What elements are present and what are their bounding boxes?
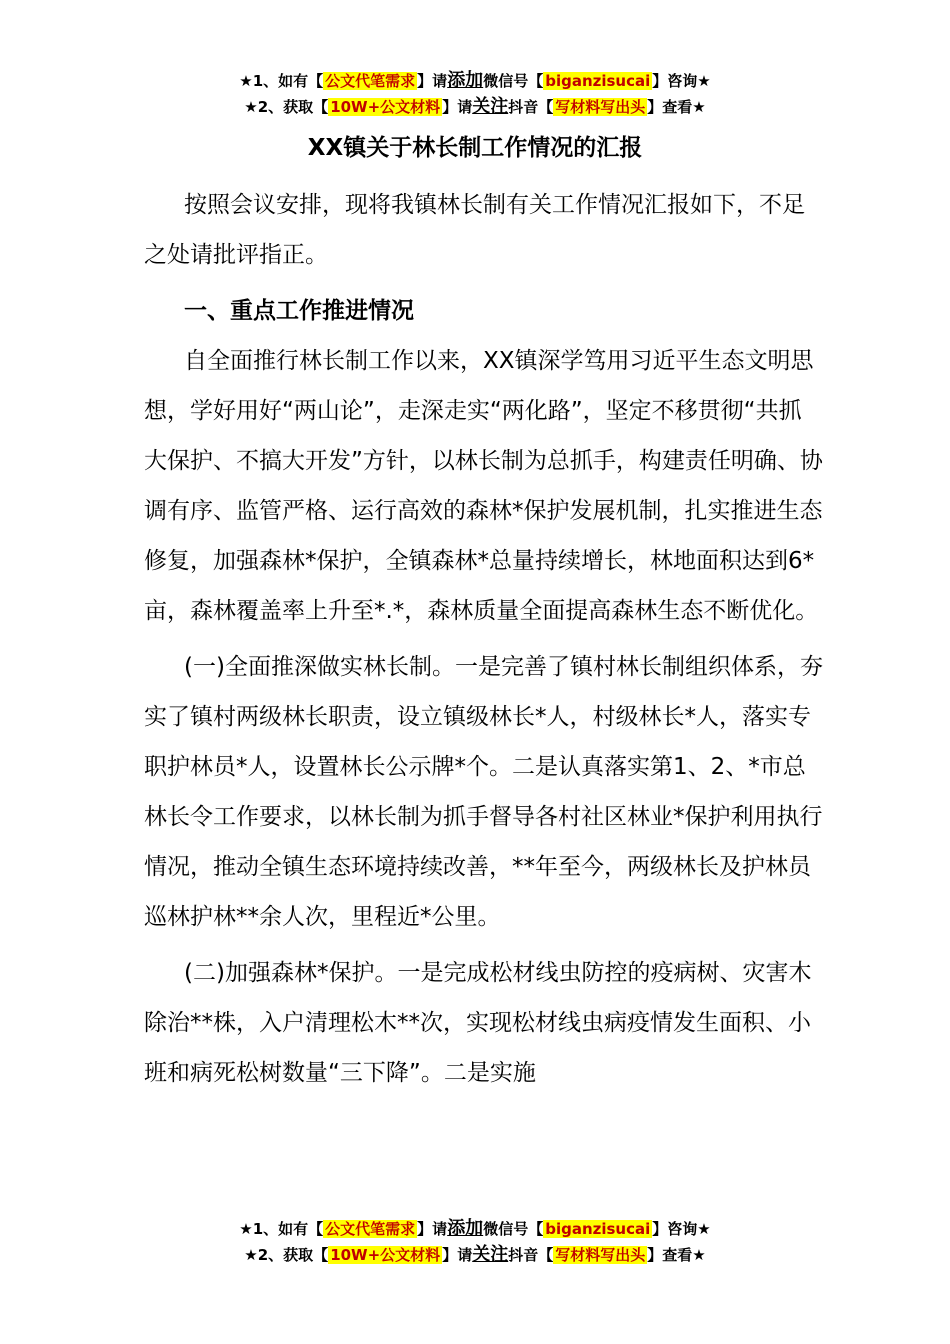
promo-text: 】请	[442, 98, 473, 116]
promo-highlight: 公文代笔需求	[325, 1220, 416, 1238]
body-paragraph: 自全面推行林长制工作以来，XX镇深学笃用习近平生态文明思想，学好用好“两山论”，走深走实“两化路”，坚定不移贯彻“共抓大保护、不搞大开发”方针，以林长制为总抓手，构建责任明确、协调有序、监管严格、运行高效的森林*保护发展机制，扎实推进生态修复，加强森林*保护，全镇森林*总量持续增长，林地面积达到6*亩，森林覆盖率上升至*.*，森林质量全面提高森林生态不断优化。	[144, 348, 823, 624]
promo-highlight: 10W+公文材料	[330, 98, 441, 116]
promo-highlight: 写材料写出头	[555, 1246, 646, 1264]
document-body	[144, 180, 824, 1098]
promo-line-2	[0, 1242, 950, 1268]
promo-banner-bottom	[0, 1216, 950, 1268]
promo-line-2	[0, 94, 950, 120]
promo-text: ★2、获取【	[244, 98, 329, 116]
promo-highlight: biganzisucai	[545, 72, 651, 90]
promo-line-1	[0, 68, 950, 94]
promo-text: ★2、获取【	[244, 1246, 329, 1264]
promo-emphasis: 添加	[447, 1218, 484, 1239]
promo-text: ★1、如有【	[239, 72, 324, 90]
promo-text: 】咨询★	[652, 1220, 711, 1238]
promo-line-1	[0, 1216, 950, 1242]
promo-text: 】查看★	[647, 98, 706, 116]
promo-text: 抖音【	[508, 98, 554, 116]
promo-text: 】请	[417, 72, 448, 90]
promo-highlight: 写材料写出头	[555, 98, 646, 116]
intro-paragraph: 按照会议安排，现将我镇林长制有关工作情况汇报如下，不足之处请批评指正。	[144, 192, 805, 268]
promo-text: 】请	[417, 1220, 448, 1238]
body-paragraph: (二)加强森林*保护。一是完成松材线虫防控的疫病树、灾害木除治**株，入户清理松木**次，实现松材线虫病疫情发生面积、小班和病死松树数量“三下降”。二是实施	[144, 960, 812, 1086]
promo-highlight: 10W+公文材料	[330, 1246, 441, 1264]
promo-emphasis: 添加	[447, 70, 484, 91]
promo-text: 】咨询★	[652, 72, 711, 90]
promo-emphasis: 关注	[472, 1244, 509, 1265]
promo-emphasis: 关注	[472, 96, 509, 117]
promo-highlight: biganzisucai	[545, 1220, 651, 1238]
promo-text: 微信号【	[483, 1220, 544, 1238]
document-title: XX镇关于林长制工作情况的汇报	[307, 135, 643, 161]
body-paragraph: (一)全面推深做实林长制。一是完善了镇村林长制组织体系，夯实了镇村两级林长职责，设立镇级林长*人，村级林长*人，落实专职护林员*人，设置林长公示牌*个。二是认真落实第1、2、*市总林长令工作要求，以林长制为抓手督导各村社区林业*保护利用执行情况，推动全镇生态环境持续改善，**年至今，两级林长及护林员巡林护林**余人次，里程近*公里。	[144, 654, 823, 930]
promo-text: 微信号【	[483, 72, 544, 90]
promo-text: 】查看★	[647, 1246, 706, 1264]
promo-text: 】请	[442, 1246, 473, 1264]
section-heading: 一、重点工作推进情况	[184, 298, 414, 324]
promo-text: ★1、如有【	[239, 1220, 324, 1238]
promo-banner-top	[0, 68, 950, 120]
promo-highlight: 公文代笔需求	[325, 72, 416, 90]
promo-text: 抖音【	[508, 1246, 554, 1264]
